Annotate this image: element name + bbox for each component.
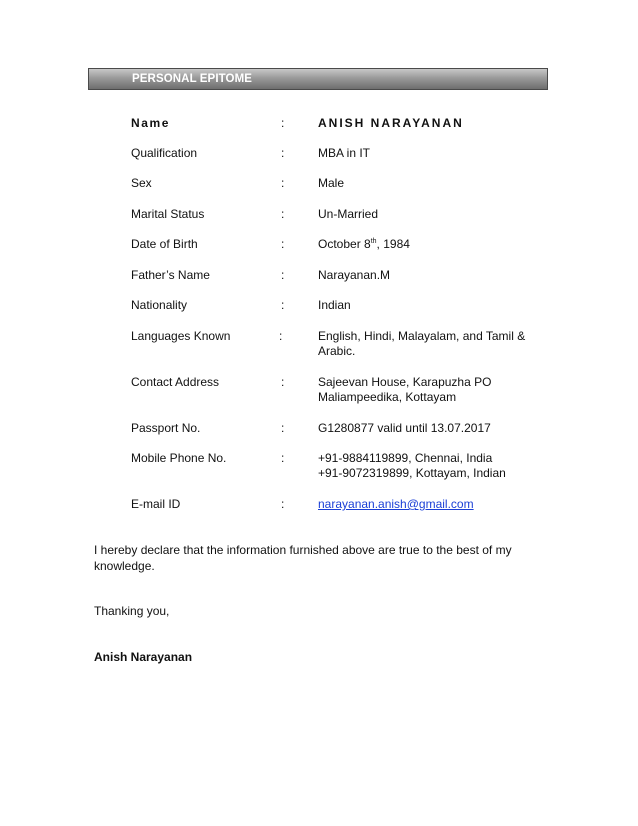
field-label: Sex bbox=[131, 176, 152, 190]
field-label: Contact Address bbox=[131, 375, 220, 389]
field-colon: : bbox=[281, 176, 285, 190]
declaration-line1: I hereby declare that the information furnished above are true to the best of my bbox=[94, 543, 512, 557]
field-label: E-mail ID bbox=[131, 497, 181, 511]
field-label: Name bbox=[131, 116, 171, 130]
field-colon: : bbox=[281, 375, 285, 389]
dob-prefix: October 8 bbox=[318, 237, 371, 251]
field-value-line2: Maliampeedika, Kottayam bbox=[318, 390, 457, 404]
signature: Anish Narayanan bbox=[94, 650, 193, 664]
field-value-line2: +91-9072319899, Kottayam, Indian bbox=[318, 466, 506, 480]
field-value: ANISH NARAYANAN bbox=[318, 116, 464, 130]
field-label: Marital Status bbox=[131, 207, 205, 221]
field-colon: : bbox=[281, 298, 285, 312]
field-value bbox=[318, 237, 548, 252]
field-value-line1: English, Hindi, Malayalam, and Tamil & bbox=[318, 329, 526, 343]
field-colon: : bbox=[281, 237, 285, 251]
field-colon: : bbox=[281, 451, 285, 465]
closing-text: Thanking you, bbox=[94, 604, 170, 618]
field-value: G1280877 valid until 13.07.2017 bbox=[318, 421, 491, 435]
field-label: Mobile Phone No. bbox=[131, 451, 227, 465]
field-label: Passport No. bbox=[131, 421, 201, 435]
dob-suffix: , 1984 bbox=[376, 237, 410, 251]
field-value bbox=[318, 375, 548, 405]
field-label: Date of Birth bbox=[131, 237, 198, 251]
field-value-line2: Arabic. bbox=[318, 344, 356, 358]
declaration-line2: knowledge. bbox=[94, 559, 155, 573]
field-value bbox=[318, 451, 548, 481]
field-label: Nationality bbox=[131, 298, 188, 312]
field-colon: : bbox=[281, 268, 285, 282]
field-value-line1: +91-9884119899, Chennai, India bbox=[318, 451, 493, 465]
field-colon: : bbox=[281, 421, 285, 435]
field-value: Un-Married bbox=[318, 207, 379, 221]
field-value: Indian bbox=[318, 298, 351, 312]
field-value bbox=[318, 497, 548, 512]
field-colon: : bbox=[281, 116, 285, 130]
field-value: Narayanan.M bbox=[318, 268, 391, 282]
section-title: PERSONAL EPITOME bbox=[132, 73, 253, 85]
declaration-paragraph bbox=[94, 542, 534, 574]
field-value-line1: Sajeevan House, Karapuzha PO bbox=[318, 375, 492, 389]
field-label: Father’s Name bbox=[131, 268, 210, 282]
field-colon: : bbox=[279, 329, 283, 343]
dob-superscript: th bbox=[370, 238, 377, 245]
field-colon: : bbox=[281, 497, 285, 511]
field-label: Qualification bbox=[131, 146, 198, 160]
email-link[interactable]: narayanan.anish@gmail.com bbox=[318, 497, 474, 511]
field-value bbox=[318, 329, 548, 359]
field-colon: : bbox=[281, 207, 285, 221]
field-value: Male bbox=[318, 176, 345, 190]
field-colon: : bbox=[281, 146, 285, 160]
field-label: Languages Known bbox=[131, 329, 231, 343]
field-value: MBA in IT bbox=[318, 146, 371, 160]
section-header bbox=[88, 68, 548, 90]
